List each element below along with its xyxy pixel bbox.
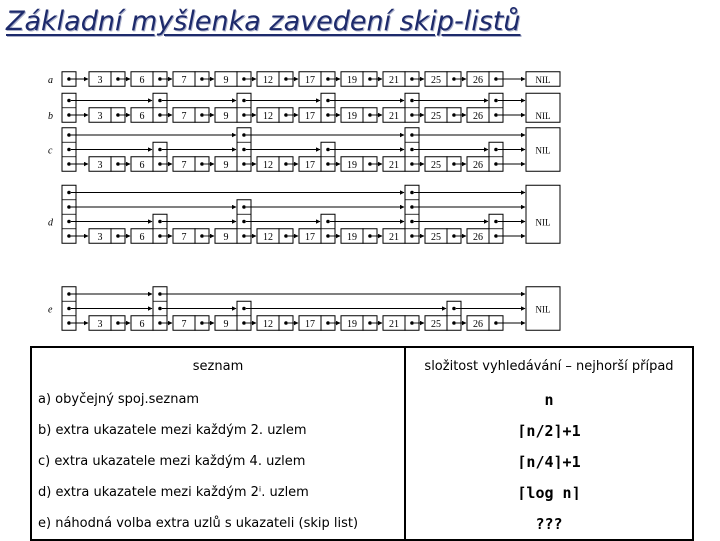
node-key: 6 [139, 75, 145, 86]
pointer-dot [452, 162, 456, 166]
pointer-dot [326, 321, 330, 325]
node-key: 17 [305, 160, 315, 171]
pointer-dot [410, 113, 414, 117]
list-label: d [48, 217, 53, 229]
pointer-dot [200, 321, 204, 325]
pointer-dot [494, 148, 498, 152]
pointer-dot [116, 113, 120, 117]
pointer-dot [326, 113, 330, 117]
list-label: c [48, 145, 53, 157]
node-key: 19 [347, 75, 357, 86]
pointer-dot [67, 220, 71, 224]
node-key: 6 [139, 319, 145, 330]
list-label: a [48, 75, 53, 86]
pointer-dot [200, 77, 204, 81]
pointer-dot [67, 99, 71, 103]
node-key: 21 [389, 111, 399, 122]
pointer-dot [284, 234, 288, 238]
pointer-dot [326, 99, 330, 103]
node-key: 3 [97, 232, 103, 243]
pointer-dot [452, 307, 456, 311]
pointer-dot [368, 77, 372, 81]
pointer-dot [494, 321, 498, 325]
list-label: e [48, 304, 53, 316]
skip-list-diagram [44, 60, 564, 336]
pointer-dot [67, 162, 71, 166]
pointer-dot [410, 191, 414, 195]
node-key: 6 [139, 160, 145, 171]
pointer-dot [242, 77, 246, 81]
pointer-dot [452, 321, 456, 325]
pointer-dot [200, 234, 204, 238]
node-key: 25 [431, 319, 441, 330]
node-key: 12 [263, 232, 273, 243]
pointer-dot [116, 162, 120, 166]
node-key: 26 [473, 160, 483, 171]
node-key: 12 [263, 319, 273, 330]
pointer-dot [158, 113, 162, 117]
pointer-dot [494, 99, 498, 103]
node-key: 9 [223, 319, 229, 330]
pointer-dot [368, 113, 372, 117]
node-key: 3 [97, 160, 103, 171]
node-key: 19 [347, 111, 357, 122]
pointer-dot [200, 162, 204, 166]
pointer-dot [67, 133, 71, 137]
node-key: 9 [223, 232, 229, 243]
pointer-dot [67, 234, 71, 238]
pointer-dot [368, 162, 372, 166]
table-row [31, 415, 693, 446]
node-key: 21 [389, 319, 399, 330]
table-row [31, 384, 693, 415]
pointer-dot [494, 162, 498, 166]
row-text: e) náhodná volba extra uzlů s ukazateli (skip list) [31, 508, 405, 540]
pointer-dot [326, 148, 330, 152]
pointer-dot [116, 321, 120, 325]
pointer-dot [326, 234, 330, 238]
node-key: 3 [97, 111, 103, 122]
node-key: 12 [263, 75, 273, 86]
pointer-dot [242, 113, 246, 117]
row-value: ⌈n/2⌉+1 [517, 421, 581, 440]
pointer-dot [158, 292, 162, 296]
pointer-dot [158, 321, 162, 325]
pointer-dot [410, 133, 414, 137]
node-key: 26 [473, 75, 483, 86]
nil-label: NIL [535, 145, 551, 156]
pointer-dot [242, 321, 246, 325]
pointer-dot [452, 77, 456, 81]
node-key: 6 [139, 232, 145, 243]
pointer-dot [452, 113, 456, 117]
node-key: 26 [473, 111, 483, 122]
row-value: ⌈n/4⌉+1 [517, 452, 581, 471]
pointer-dot [410, 77, 414, 81]
row-text: b) extra ukazatele mezi každým 2. uzlem [31, 415, 405, 446]
table-row [31, 477, 693, 508]
pointer-dot [452, 234, 456, 238]
row-value: ⌈log n⌉ [517, 483, 581, 502]
node-key: 21 [389, 160, 399, 171]
node-key: 17 [305, 232, 315, 243]
pointer-dot [67, 307, 71, 311]
pointer-dot [158, 148, 162, 152]
node-key: 25 [431, 232, 441, 243]
node-key: 9 [223, 111, 229, 122]
pointer-dot [158, 307, 162, 311]
pointer-dot [410, 220, 414, 224]
pointer-dot [410, 148, 414, 152]
row-value: n [544, 390, 554, 409]
pointer-dot [200, 113, 204, 117]
pointer-dot [494, 113, 498, 117]
row-text: a) obyčejný spoj.seznam [31, 384, 405, 415]
pointer-dot [410, 162, 414, 166]
slide-title: Základní myšlenka zavedení skip-listů [6, 6, 521, 37]
pointer-dot [158, 99, 162, 103]
pointer-dot [158, 77, 162, 81]
pointer-dot [158, 162, 162, 166]
node-key: 7 [181, 111, 187, 122]
node-key: 26 [473, 232, 483, 243]
node-key: 3 [97, 75, 103, 86]
node-key: 9 [223, 75, 229, 86]
node-key: 12 [263, 160, 273, 171]
pointer-dot [116, 234, 120, 238]
node-key: 19 [347, 232, 357, 243]
node-key: 25 [431, 111, 441, 122]
table-row [31, 446, 693, 477]
node-key: 21 [389, 232, 399, 243]
pointer-dot [284, 77, 288, 81]
complexity-table [30, 346, 694, 541]
node-key: 21 [389, 75, 399, 86]
node-key: 25 [431, 75, 441, 86]
node-key: 19 [347, 160, 357, 171]
pointer-dot [158, 234, 162, 238]
pointer-dot [158, 220, 162, 224]
header-complexity: složitost vyhledávání – nejhorší případ [424, 358, 674, 374]
pointer-dot [410, 321, 414, 325]
pointer-dot [326, 77, 330, 81]
table-header-row [31, 347, 693, 384]
nil-label: NIL [535, 111, 551, 121]
pointer-dot [242, 307, 246, 311]
pointer-dot [326, 162, 330, 166]
pointer-dot [242, 162, 246, 166]
pointer-dot [494, 77, 498, 81]
pointer-dot [284, 113, 288, 117]
pointer-dot [67, 77, 71, 81]
node-key: 7 [181, 160, 187, 171]
nil-label: NIL [535, 217, 551, 228]
pointer-dot [284, 162, 288, 166]
header-list: seznam [31, 347, 405, 384]
node-key: 17 [305, 111, 315, 122]
node-key: 9 [223, 160, 229, 171]
pointer-dot [67, 148, 71, 152]
pointer-dot [494, 234, 498, 238]
node-key: 12 [263, 111, 273, 122]
row-value: ??? [535, 514, 563, 533]
node-key: 3 [97, 319, 103, 330]
pointer-dot [410, 234, 414, 238]
pointer-dot [67, 205, 71, 209]
pointer-dot [67, 321, 71, 325]
pointer-dot [242, 148, 246, 152]
pointer-dot [326, 220, 330, 224]
pointer-dot [242, 234, 246, 238]
pointer-dot [242, 205, 246, 209]
pointer-dot [410, 99, 414, 103]
pointer-dot [242, 99, 246, 103]
row-text: d) extra ukazatele mezi každým 2ⁱ. uzlem [31, 477, 405, 508]
list-label: b [48, 111, 53, 122]
table-row [31, 508, 693, 540]
nil-node [526, 185, 560, 243]
node-key: 26 [473, 319, 483, 330]
node-key: 17 [305, 75, 315, 86]
node-key: 17 [305, 319, 315, 330]
pointer-dot [242, 220, 246, 224]
node-key: 6 [139, 111, 145, 122]
pointer-dot [494, 220, 498, 224]
node-key: 7 [181, 232, 187, 243]
pointer-dot [116, 77, 120, 81]
pointer-dot [368, 321, 372, 325]
pointer-dot [284, 321, 288, 325]
node-key: 25 [431, 160, 441, 171]
pointer-dot [67, 292, 71, 296]
pointer-dot [67, 113, 71, 117]
node-key: 7 [181, 75, 187, 86]
pointer-dot [67, 191, 71, 195]
nil-label: NIL [535, 75, 551, 85]
pointer-dot [410, 205, 414, 209]
nil-label: NIL [535, 304, 551, 315]
node-key: 19 [347, 319, 357, 330]
node-key: 7 [181, 319, 187, 330]
pointer-dot [242, 133, 246, 137]
pointer-dot [368, 234, 372, 238]
row-text: c) extra ukazatele mezi každým 4. uzlem [31, 446, 405, 477]
